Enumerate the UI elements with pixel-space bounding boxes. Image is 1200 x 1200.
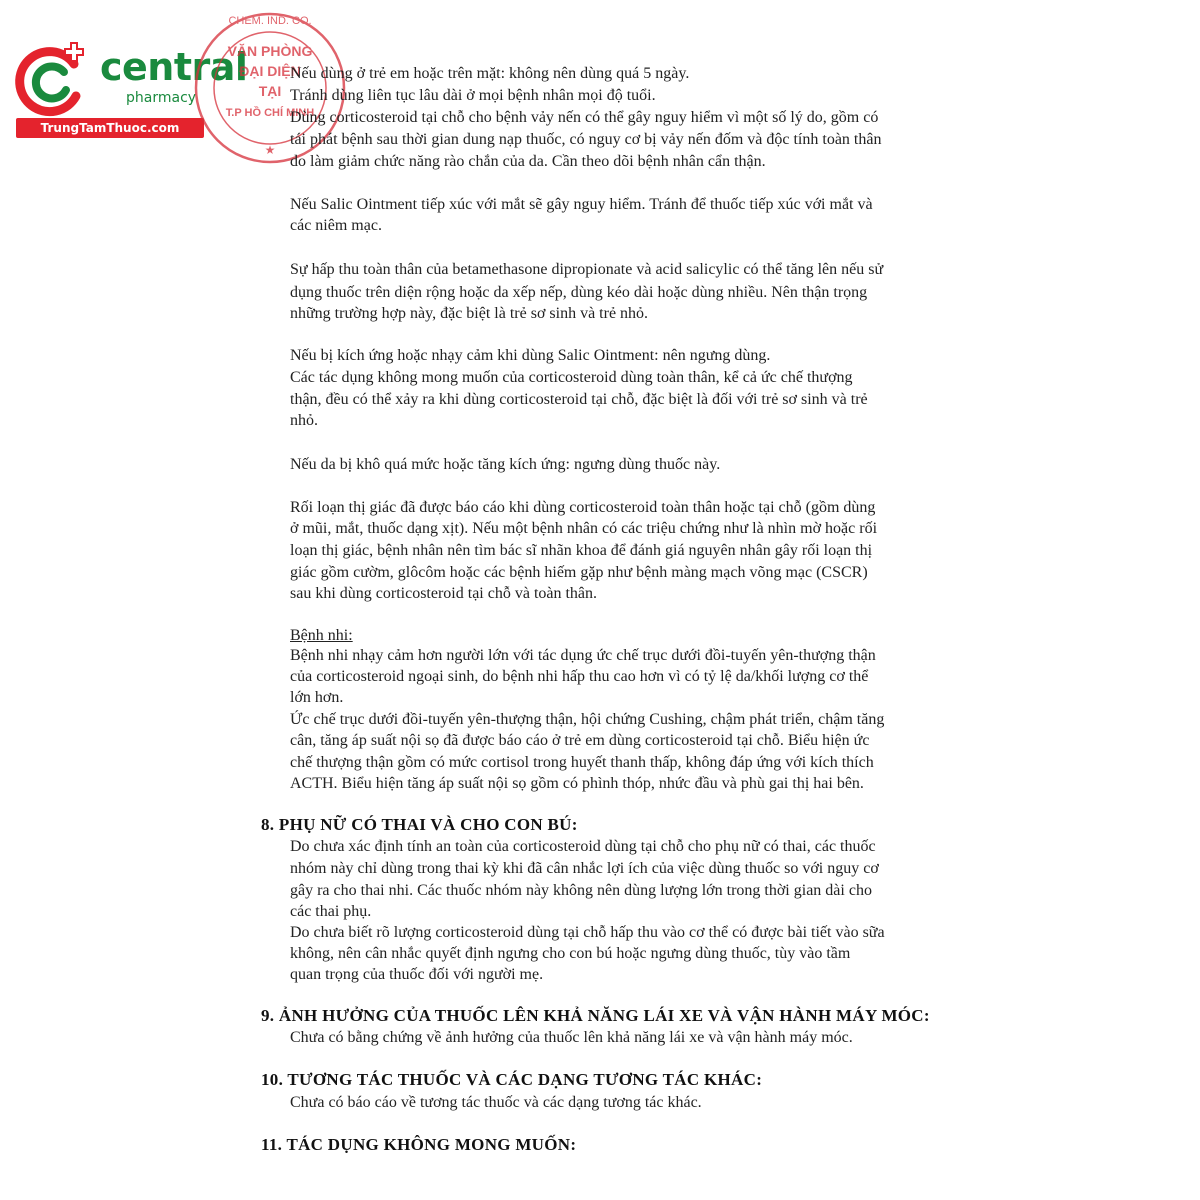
text-line: Nếu dùng ở trẻ em hoặc trên mặt: không nên dùng quá 5 ngày. — [290, 65, 690, 82]
svg-text:CHEM. IND. CO.: CHEM. IND. CO. — [228, 15, 312, 27]
stamp-line-3: TẠI — [258, 83, 282, 99]
text-line: Các tác dụng không mong muốn của corticosteroid dùng toàn thân, kể cả ức chế thượng — [290, 369, 853, 386]
text-line: ở mũi, mắt, thuốc dạng xịt). Nếu một bệnh nhân có các triệu chứng như là nhìn mờ hoặc rối — [290, 520, 878, 537]
text-line: Nếu Salic Ointment tiếp xúc với mắt sẽ gây nguy hiểm. Tránh để thuốc tiếp xúc với mắt và — [290, 196, 873, 213]
text-line: không, nên cân nhắc quyết định ngưng cho con bú hoặc ngưng dùng thuốc, tùy vào tầm — [290, 945, 851, 962]
text-line: nhóm này chỉ dùng trong thai kỳ khi đã cân nhắc lợi ích của việc dùng thuốc so với nguy cơ — [290, 860, 879, 877]
text-line: của corticosteroid ngoại sinh, do bệnh nhi hấp thu cao hơn vì có tỷ lệ da/khối lượng cơ thể — [290, 668, 869, 685]
text-line: loạn thị giác, bệnh nhân nên tìm bác sĩ nhãn khoa để đánh giá nguyên nhân gây rối loạn thị — [290, 542, 873, 559]
text-line: Ức chế trục dưới đồi-tuyến yên-thượng thận, hội chứng Cushing, chậm phát triển, chậm tăng — [290, 711, 885, 728]
pharmacy-cross-icon — [12, 40, 92, 120]
brand-name: central — [100, 45, 248, 89]
text-line: Chưa có bằng chứng về ảnh hưởng của thuốc lên khả năng lái xe và vận hành máy móc. — [290, 1029, 853, 1046]
text-line: tái phát bệnh sau thời gian dung nạp thuốc, có nguy cơ bị vảy nến đốm và độc tính toàn thân — [290, 131, 882, 148]
text-line: Bệnh nhi nhạy cảm hơn người lớn với tác dụng ức chế trục dưới đồi-tuyến yên-thượng thận — [290, 647, 876, 664]
text-line: những trường hợp này, đặc biệt là trẻ sơ sinh và trẻ nhỏ. — [290, 305, 649, 322]
section-heading: 9. ẢNH HƯỞNG CỦA THUỐC LÊN KHẢ NĂNG LÁI XE VÀ VẬN HÀNH MÁY MÓC: — [261, 1006, 930, 1025]
text-line: Rối loạn thị giác đã được báo cáo khi dùng corticosteroid toàn thân hoặc tại chỗ (gồm dùng — [290, 499, 876, 516]
stamp-line-1: VĂN PHÒNG — [227, 43, 313, 59]
text-line: thận, đều có thể xảy ra khi dùng corticosteroid tại chỗ, đặc biệt là đối với trẻ sơ sinh và trẻ — [290, 391, 868, 408]
text-line: Chưa có báo cáo về tương tác thuốc và các dạng tương tác khác. — [290, 1094, 702, 1111]
text-line: lớn hơn. — [290, 689, 344, 706]
text-line: Sự hấp thu toàn thân của betamethasone dipropionate và acid salicylic có thể tăng lên nếu sử — [290, 261, 884, 278]
brand-subtitle: pharmacy — [126, 90, 197, 106]
text-line: ACTH. Biểu hiện tăng áp suất nội sọ gồm có phình thóp, nhức đầu và phù gai thị hai bên. — [290, 775, 864, 792]
text-line: Dùng corticosteroid tại chỗ cho bệnh vảy nến có thể gây nguy hiểm vì một số lý do, gồm có — [290, 109, 879, 126]
pediatric-subheading: Bệnh nhi: — [290, 627, 353, 644]
text-line: các niêm mạc. — [290, 217, 382, 234]
text-line: cân, tăng áp suất nội sọ đã được báo cáo ở trẻ em dùng corticosteroid tại chỗ. Biểu hiện ức — [290, 732, 870, 749]
text-line: Nếu da bị khô quá mức hoặc tăng kích ứng: ngưng dùng thuốc này. — [290, 456, 721, 473]
text-line: giác gồm cườm, glôcôm hoặc các bệnh hiếm gặp như bệnh màng mạch võng mạc (CSCR) — [290, 564, 868, 581]
text-line: gây ra cho thai nhi. Các thuốc nhóm này không nên dùng lượng lớn trong thời gian dài cho — [290, 882, 872, 899]
site-banner[interactable]: TrungTamThuoc.com — [16, 118, 204, 138]
text-line: dụng thuốc trên diện rộng hoặc da xếp nếp, dùng kéo dài hoặc dùng nhiều. Nên thận trọng — [290, 284, 868, 301]
text-line: sau khi dùng corticosteroid tại chỗ và toàn thân. — [290, 585, 598, 602]
text-line: do làm giảm chức năng rào chắn của da. Cần theo dõi bệnh nhân cẩn thận. — [290, 153, 766, 170]
section-heading: 10. TƯƠNG TÁC THUỐC VÀ CÁC DẠNG TƯƠNG TÁC KHÁC: — [261, 1070, 763, 1089]
text-line: Nếu bị kích ứng hoặc nhạy cảm khi dùng Salic Ointment: nên ngưng dùng. — [290, 347, 771, 364]
text-line: chế thượng thận gồm có mức cortisol trong huyết thanh thấp, không đáp ứng với kích thích — [290, 754, 874, 771]
text-line: quan trọng của thuốc đối với người mẹ. — [290, 966, 544, 983]
section-heading: 11. TÁC DỤNG KHÔNG MONG MUỐN: — [261, 1135, 577, 1154]
text-line: các thai phụ. — [290, 903, 372, 920]
text-line: Do chưa biết rõ lượng corticosteroid dùng tại chỗ hấp thu vào cơ thể có được bài tiết vào sữa — [290, 924, 885, 941]
stamp-line-2: ĐẠI DIỆN — [239, 63, 301, 79]
text-line: nhỏ. — [290, 412, 318, 429]
section-heading: 8. PHỤ NỮ CÓ THAI VÀ CHO CON BÚ: — [261, 815, 578, 834]
text-line: Do chưa xác định tính an toàn của corticosteroid dùng tại chỗ cho phụ nữ có thai, các thuốc — [290, 838, 876, 855]
svg-text:★: ★ — [264, 143, 276, 157]
text-line: Tránh dùng liên tục lâu dài ở mọi bệnh nhân mọi độ tuổi. — [290, 87, 656, 104]
stamp-line-4: T.P HỒ CHÍ MINH — [225, 107, 315, 119]
